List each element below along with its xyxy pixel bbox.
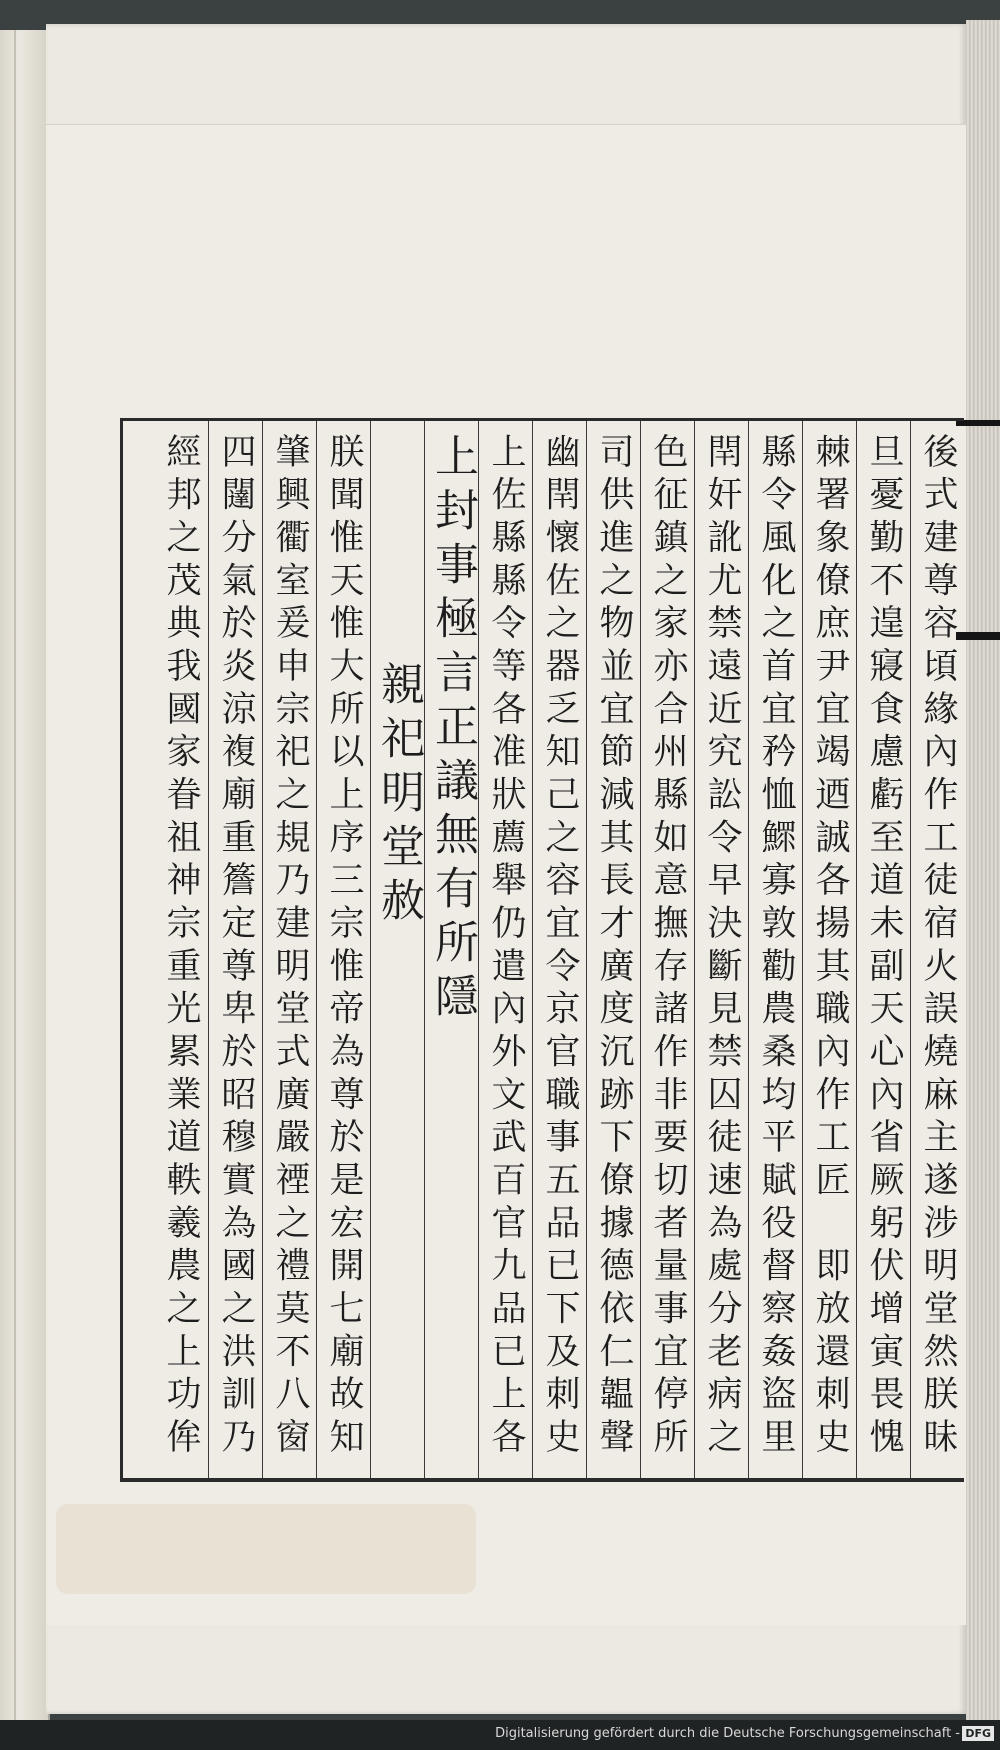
right-page-stack (966, 20, 1000, 1720)
column-text: 四闥分氣於炎涼複廟重簷定尊卑於昭穆實為國之洪訓乃 (216, 433, 256, 1461)
footer-bar (0, 1720, 1000, 1750)
footer-caption: Digitalisierung gefördert durch die Deutsche Forschungsgemeinschaft - (495, 1726, 960, 1741)
column-text: 經邦之茂典我國家眷祖神宗重光累業道軼羲農之上功侔 (161, 433, 201, 1461)
column-text: 後式建尊容頃緣內作工徒宿火誤燒麻主遂涉明堂然朕昧 (918, 433, 958, 1461)
column-text: 旦憂勤不遑寢食慮虧至道未副天心內省厥躬伏增寅畏愧 (864, 433, 904, 1461)
text-column (910, 421, 964, 1478)
text-column (640, 421, 694, 1478)
column-text: 棘署象僚庶尹宜竭迺誠各揚其職內作工匠 即放還刺史 (810, 433, 850, 1461)
text-column (424, 421, 478, 1478)
text-column (802, 421, 856, 1478)
dfg-logo: DFG (962, 1726, 994, 1741)
column-text: 上封事極言正議無有所隱 (427, 433, 478, 1027)
text-frame (120, 418, 964, 1482)
column-text: 朕聞惟天惟大所以上序三宗惟帝為尊於是宏開七廟故知 (324, 433, 364, 1461)
page-stain (56, 1504, 476, 1594)
text-column (586, 421, 640, 1478)
text-column (478, 421, 532, 1478)
text-column (316, 421, 370, 1478)
column-text: 幽閈懷佐之器乏知己之容宜令京官職事五品已下及刺史 (540, 433, 580, 1461)
column-text: 肇興衢室爰申宗祀之規乃建明堂式廣嚴禋之禮莫不八窗 (270, 433, 310, 1461)
column-text: 縣令風化之首宜矜恤鰥寡敦勸農桑均平賦役督察姦盜里 (756, 433, 796, 1461)
text-column (532, 421, 586, 1478)
section-title: 親祀明堂赦 (373, 661, 424, 931)
column-text: 色征鎮之家亦合州縣如意撫存諸作非要切者量事宜停所 (648, 433, 688, 1461)
column-text: 閈奸訛尤禁遠近究訟令早決斷見禁囚徒速為處分老病之 (702, 433, 742, 1461)
text-column (856, 421, 910, 1478)
column-text: 司供進之物並宜節減其長才廣度沉跡下僚據德依仁韞聲 (594, 433, 634, 1461)
text-column (208, 421, 262, 1478)
text-column (262, 421, 316, 1478)
text-column (154, 421, 208, 1478)
text-column (694, 421, 748, 1478)
text-column (748, 421, 802, 1478)
left-page-edge (0, 30, 50, 1730)
text-column (370, 421, 424, 1478)
column-text: 上佐縣縣令等各准狀薦舉仍遣內外文武百官九品已上各 (486, 433, 526, 1461)
